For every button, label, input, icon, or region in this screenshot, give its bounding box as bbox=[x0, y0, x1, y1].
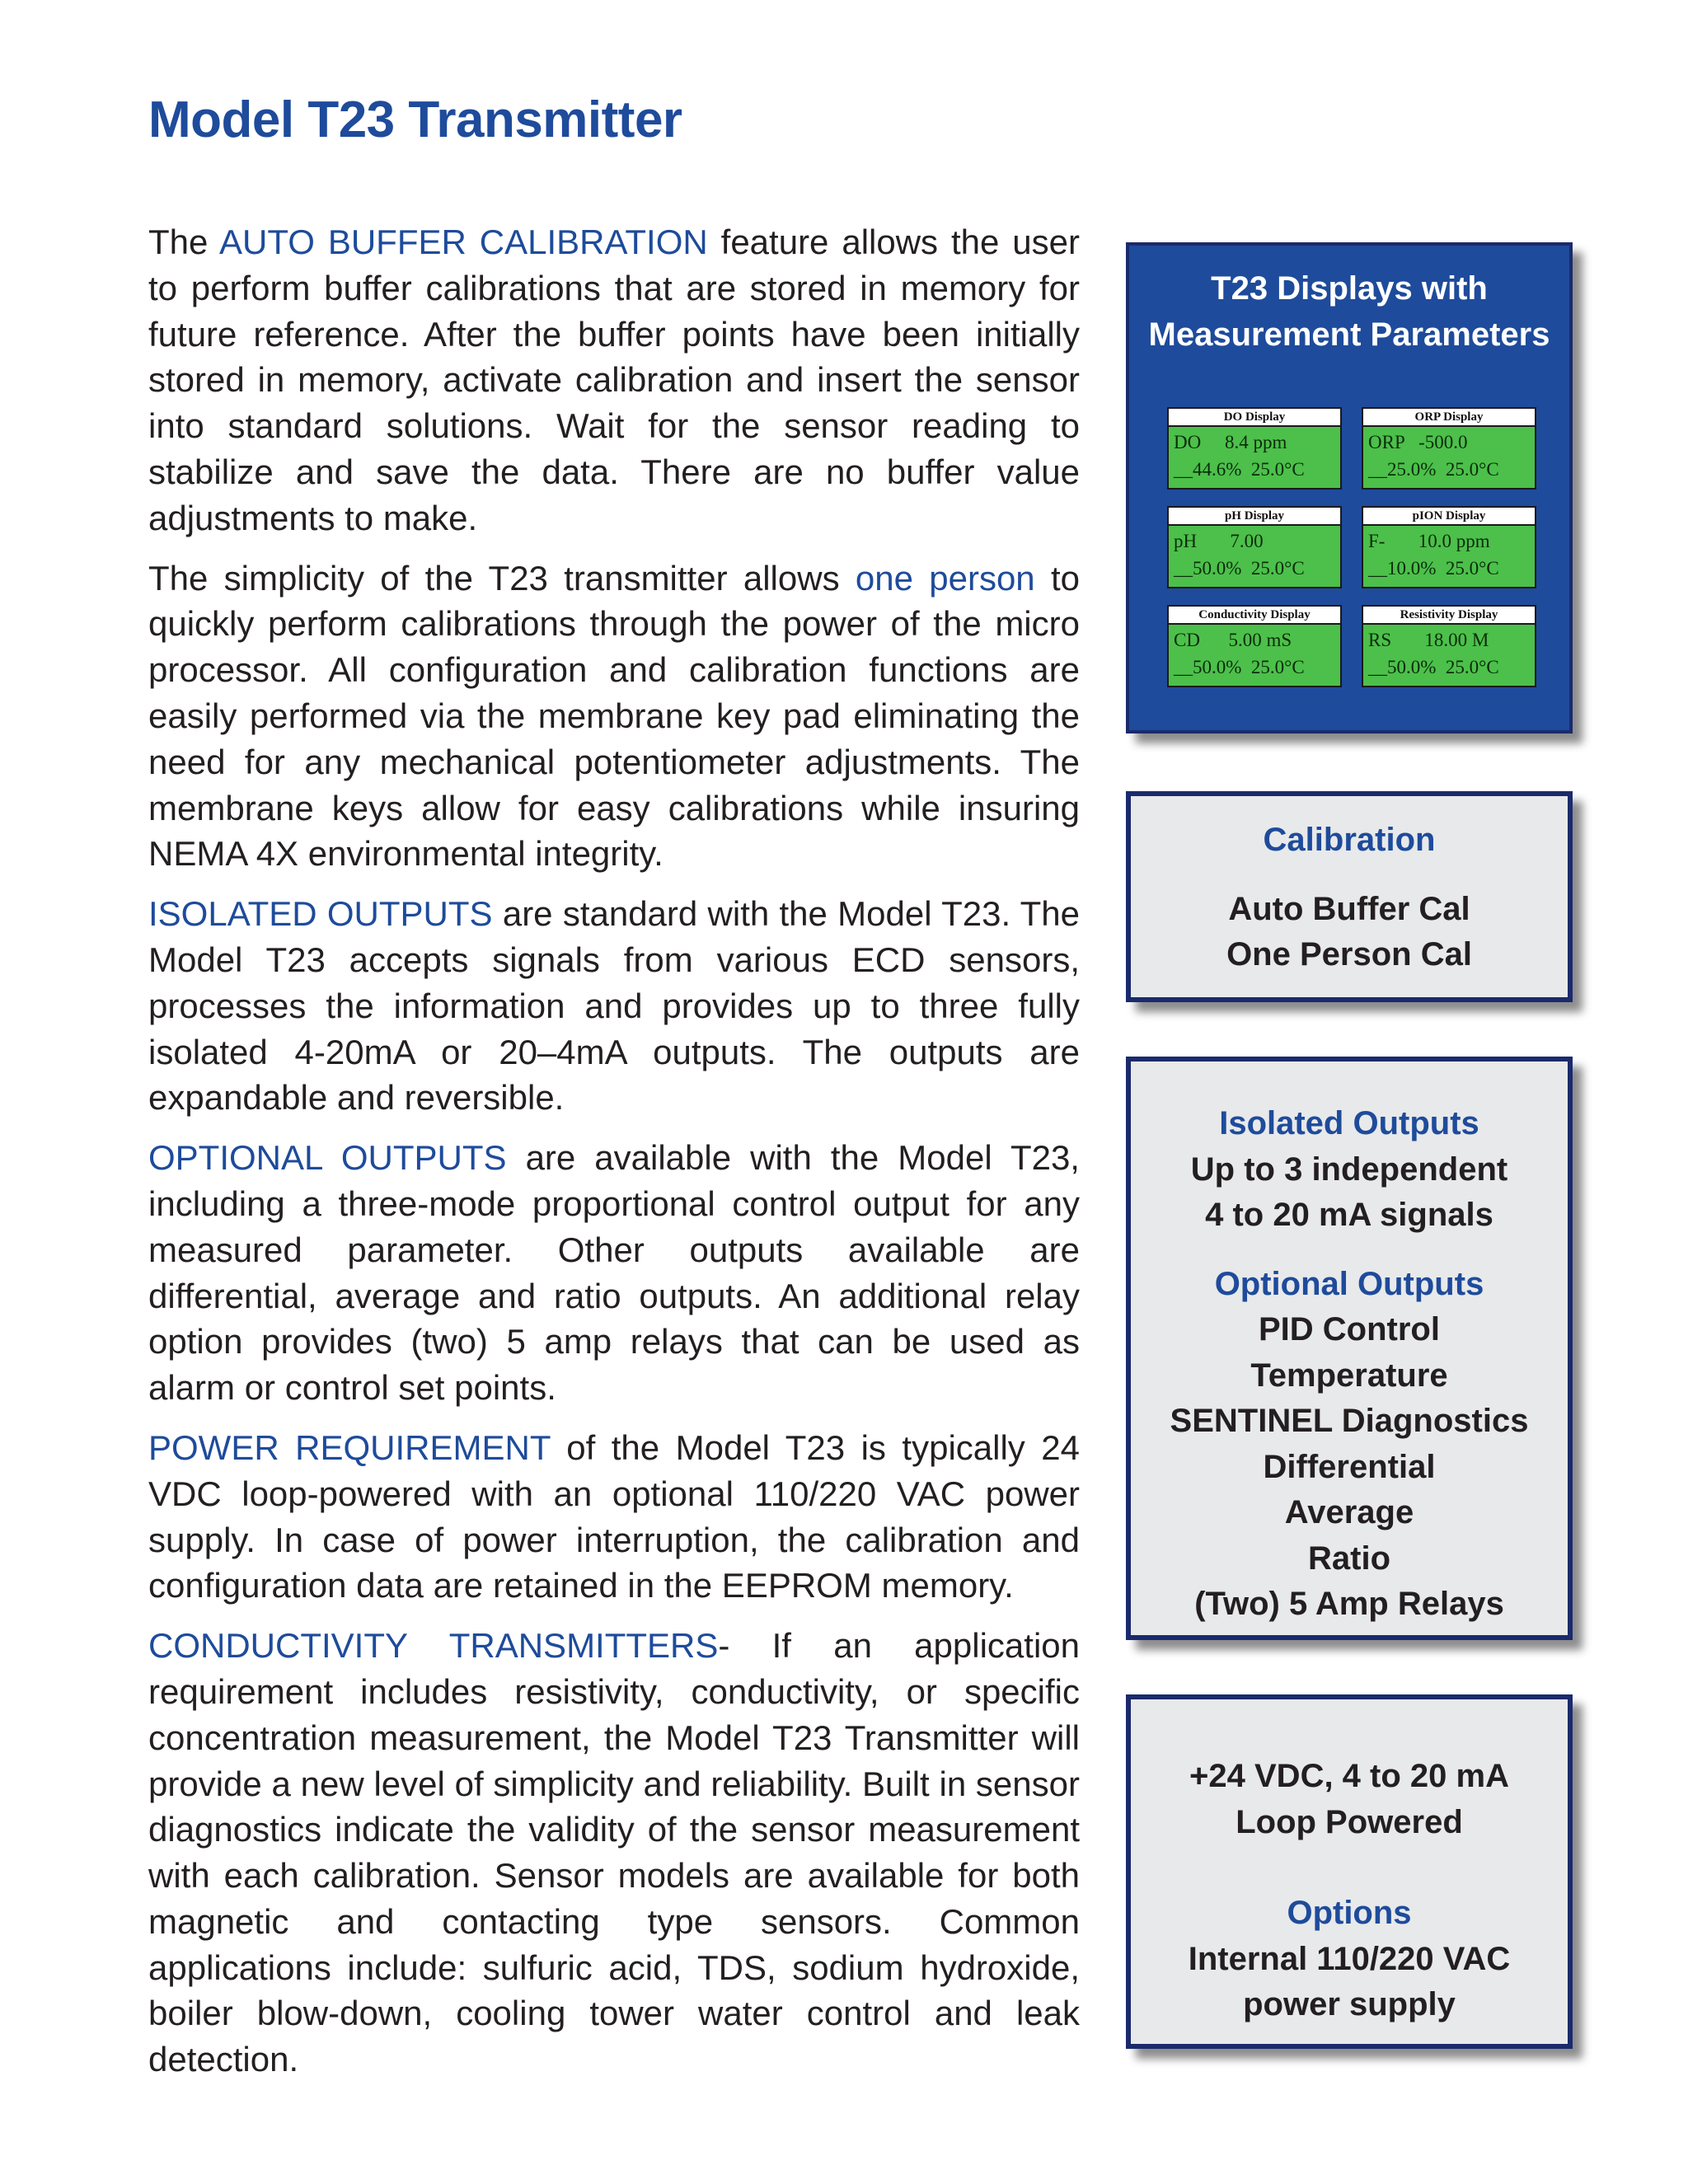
calibration-item: Auto Buffer Cal bbox=[1228, 890, 1470, 927]
outputs-item: Average bbox=[1284, 1494, 1414, 1530]
paragraph-conductivity: CONDUCTIVITY TRANSMITTERS- If an application requirement includes resistivity, conductivity, or specific concentration measurement, the Model T23 Transmitter will provide a new level of simplicity and reliability. Built in sensor diagnostics indicate the validity of the sensor measurement with each calibration. Sensor models are available for both magnetic and contacting type sensors. Common applications include: sulfuric acid, TDS, sodium hydroxide, boiler blow-down, cooling tower water control and leak detection. bbox=[148, 1626, 1080, 2079]
page-title: Model T23 Transmitter bbox=[148, 91, 682, 148]
keyword-one-person: one person bbox=[855, 558, 1035, 598]
lcd-ph-display: pH Display pH 7.00 __50.0% 25.0°C bbox=[1167, 506, 1342, 588]
displays-panel bbox=[1126, 242, 1573, 733]
calibration-panel bbox=[1126, 791, 1573, 1002]
power-item: Loop Powered bbox=[1236, 1803, 1463, 1840]
power-item: +24 VDC, 4 to 20 mA bbox=[1189, 1758, 1509, 1794]
outputs-item: SENTINEL Diagnostics bbox=[1170, 1403, 1529, 1439]
keyword-power-requirement: POWER REQUIREMENT bbox=[148, 1427, 551, 1467]
power-panel bbox=[1126, 1694, 1573, 2049]
paragraph-power-requirement: POWER REQUIREMENT of the Model T23 is typically 24 VDC loop-powered with an optional 110/220 VAC power supply. In case of power interruption, the calibration and configuration data are retained in the EEPROM memory. bbox=[148, 1427, 1080, 1605]
lcd-conductivity-display: Conductivity Display CD 5.00 mS __50.0% 25.0°C bbox=[1167, 605, 1342, 687]
keyword-conductivity: CONDUCTIVITY TRANSMITTERS bbox=[148, 1626, 719, 1666]
lcd-orp-display: ORP Display ORP -500.0 __25.0% 25.0°C bbox=[1362, 407, 1536, 490]
power-item: power supply bbox=[1243, 1986, 1456, 2022]
displays-panel-title: T23 Displays with Measurement Parameters bbox=[1148, 270, 1550, 353]
outputs-panel bbox=[1126, 1057, 1573, 1640]
isolated-outputs-heading: Isolated Outputs bbox=[1219, 1105, 1479, 1141]
outputs-item: Up to 3 independent bbox=[1190, 1151, 1508, 1188]
power-item: Internal 110/220 VAC bbox=[1188, 1940, 1511, 1977]
keyword-optional-outputs: OPTIONAL OUTPUTS bbox=[148, 1138, 507, 1178]
paragraph-optional-outputs: OPTIONAL OUTPUTS are available with the Model T23, including a three-mode proportional control output for any measured parameter. Other outputs available are differential, average and ratio outputs. An additional relay option provides (two) 5 amp relays that can be used as alarm or control set points. bbox=[148, 1138, 1080, 1408]
outputs-item: PID Control bbox=[1259, 1311, 1440, 1347]
outputs-item: Ratio bbox=[1308, 1540, 1390, 1577]
outputs-item: (Two) 5 Amp Relays bbox=[1194, 1586, 1504, 1622]
outputs-item: 4 to 20 mA signals bbox=[1205, 1197, 1493, 1233]
options-heading: Options bbox=[1287, 1895, 1412, 1931]
outputs-item: Differential bbox=[1263, 1448, 1436, 1485]
paragraph-one-person: The simplicity of the T23 transmitter allows one person to quickly perform calibrations through the power of the micro processor. All configuration and calibration functions are easily performed via the membrane key pad eliminating the need for any mechanical potentiometer adjustments. The membrane keys allow for easy calibrations while insuring NEMA 4X environmental integrity. bbox=[148, 558, 1080, 874]
outputs-item: Temperature bbox=[1250, 1357, 1448, 1394]
body-text-column bbox=[148, 219, 1080, 2097]
optional-outputs-heading: Optional Outputs bbox=[1214, 1265, 1484, 1302]
paragraph-isolated-outputs: ISOLATED OUTPUTS are standard with the Model T23. The Model T23 accepts signals from various ECD sensors, processes the information and provides up to three fully isolated 4-20mA or 20–4mA outputs. The outputs are expandable and reversible. bbox=[148, 894, 1080, 1118]
keyword-auto-buffer: AUTO BUFFER CALIBRATION bbox=[219, 223, 708, 261]
keyword-isolated-outputs: ISOLATED OUTPUTS bbox=[148, 894, 493, 934]
lcd-grid bbox=[1167, 407, 1536, 687]
paragraph-auto-buffer: The AUTO BUFFER CALIBRATION feature allows the user to perform buffer calibrations that are stored in memory for future reference. After the buffer points have been initially stored in memory, activate calibration and insert the sensor into standard solutions. Wait for the sensor reading to stabilize and save the data. There are no buffer value adjustments to make. bbox=[148, 223, 1081, 537]
lcd-resistivity-display: Resistivity Display RS 18.00 M __50.0% 25.0°C bbox=[1362, 605, 1536, 687]
calibration-item: One Person Cal bbox=[1226, 936, 1472, 972]
calibration-heading: Calibration bbox=[1263, 822, 1436, 858]
lcd-pion-display: pION Display F- 10.0 ppm __10.0% 25.0°C bbox=[1362, 506, 1536, 588]
lcd-do-display: DO Display DO 8.4 ppm __44.6% 25.0°C bbox=[1167, 407, 1342, 490]
